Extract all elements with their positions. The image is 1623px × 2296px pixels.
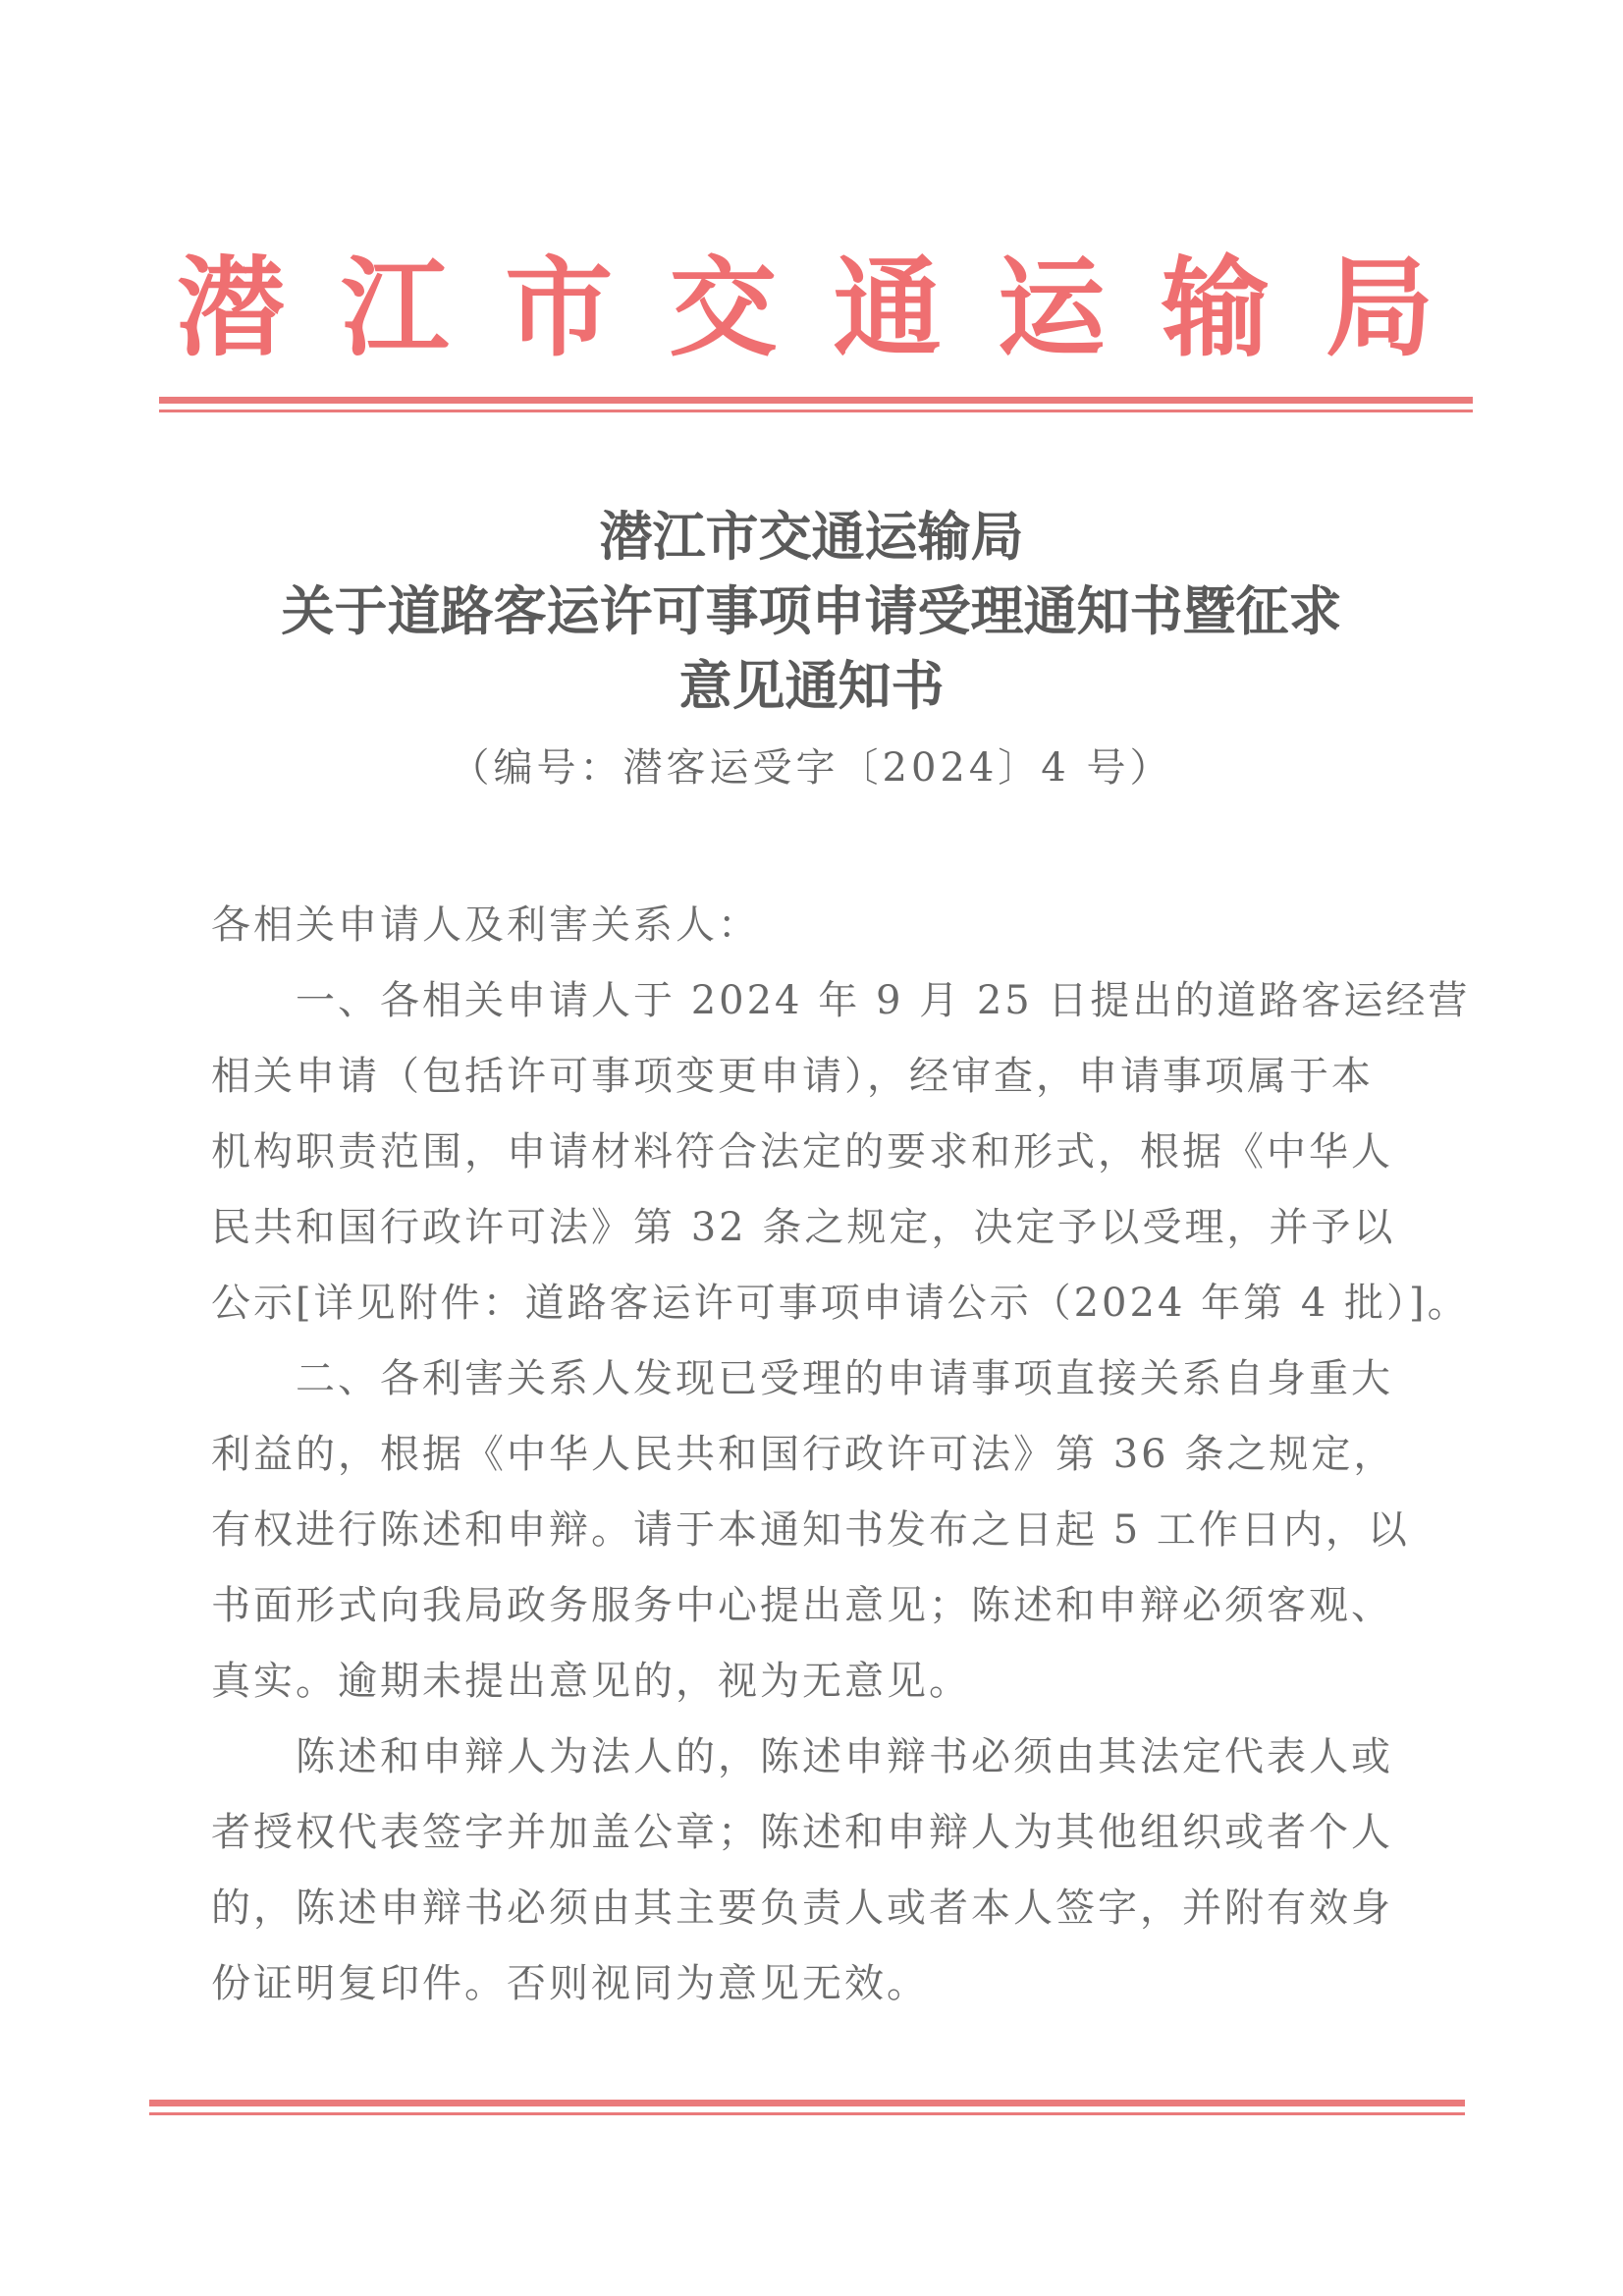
body-line: 公示[详见附件：道路客运许可事项申请公示（2024 年第 4 批）]。 [211, 1281, 1470, 1326]
body-line: 各相关申请人及利害关系人： [211, 902, 760, 948]
header-rule-thick [159, 397, 1473, 404]
masthead-char: 潜 [177, 245, 285, 371]
body-line: 份证明复印件。否则视同为意见无效。 [211, 1961, 929, 2006]
body-line: 利益的，根据《中华人民共和国行政许可法》第 36 条之规定， [211, 1432, 1396, 1477]
header-rule-thin [159, 410, 1473, 412]
body-line: 有权进行陈述和申辩。请于本通知书发布之日起 5 工作日内，以 [211, 1507, 1410, 1553]
body-line: 机构职责范围，申请材料符合法定的要求和形式，根据《中华人 [211, 1129, 1393, 1175]
body-line: 书面形式向我局政务服务中心提出意见；陈述和申辩必须客观、 [211, 1583, 1393, 1628]
footer-rule-thin [149, 2112, 1465, 2115]
masthead-char: 局 [1325, 245, 1434, 371]
footer-rule-thick [149, 2100, 1465, 2106]
masthead-char: 市 [505, 245, 614, 371]
body-line: 者授权代表签字并加盖公章；陈述和申辩人为其他组织或者个人 [211, 1810, 1393, 1855]
masthead-char: 输 [1161, 245, 1270, 371]
body-line: 陈述和申辩人为法人的，陈述申辩书必须由其法定代表人或 [211, 1734, 1393, 1779]
doc-title-line-1: 潜江市交通运输局 [599, 505, 1024, 568]
body-line: 的，陈述申辩书必须由其主要负责人或者本人签字，并附有效身 [211, 1886, 1393, 1931]
doc-number: （编号：潜客运受字〔2024〕4 号） [450, 745, 1173, 791]
body-line: 民共和国行政许可法》第 32 条之规定，决定予以受理，并予以 [211, 1205, 1396, 1250]
doc-title-line-3: 意见通知书 [678, 654, 945, 717]
masthead [167, 226, 1443, 373]
masthead-char: 通 [833, 245, 942, 371]
body-line: 相关申请（包括许可事项变更申请），经审查，申请事项属于本 [211, 1054, 1374, 1099]
doc-title-line-2: 关于道路客运许可事项申请受理通知书暨征求 [281, 579, 1342, 642]
masthead-char: 江 [341, 245, 450, 371]
body-line: 二、各利害关系人发现已受理的申请事项直接关系自身重大 [211, 1356, 1393, 1401]
body-line: 真实。逾期未提出意见的，视为无意见。 [211, 1659, 971, 1704]
masthead-char: 运 [997, 245, 1106, 371]
masthead-char: 交 [669, 245, 778, 371]
body-line: 一、各相关申请人于 2024 年 9 月 25 日提出的道路客运经营 [211, 978, 1471, 1023]
